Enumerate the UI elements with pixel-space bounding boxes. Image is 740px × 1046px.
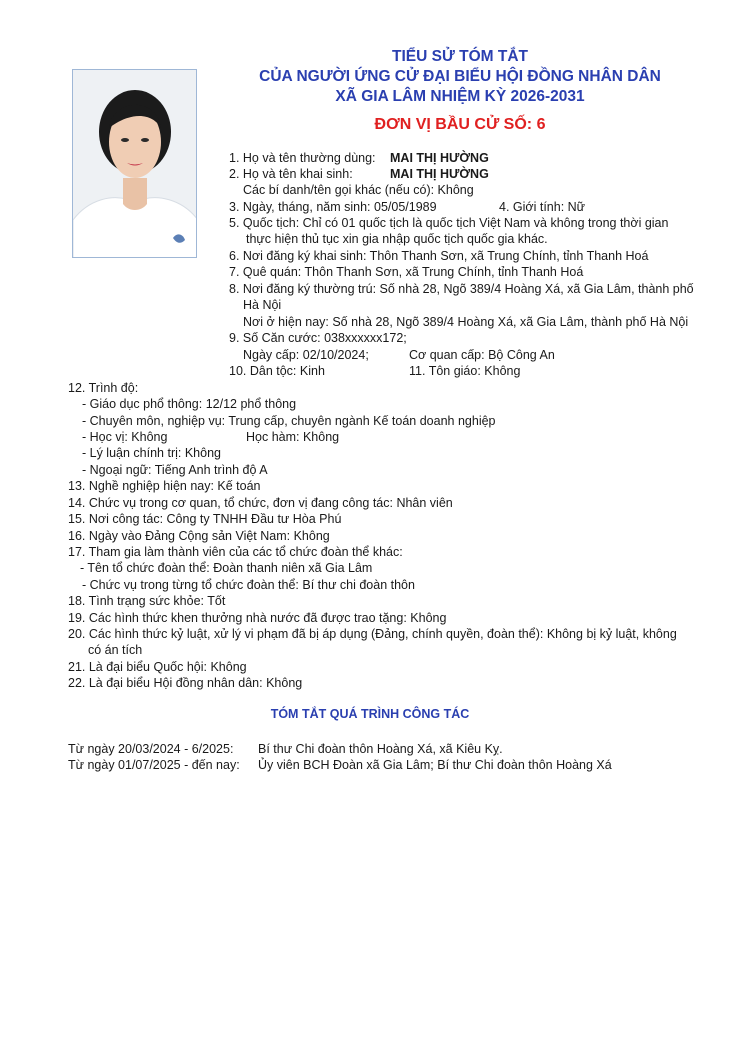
ethnicity: 10. Dân tộc: Kinh	[229, 364, 325, 378]
work-history-period: Từ ngày 20/03/2024 - 6/2025:	[68, 742, 234, 756]
national-assembly-delegate: 21. Là đại biểu Quốc hội: Không	[68, 660, 247, 674]
work-history-title: TÓM TẮT QUÁ TRÌNH CÔNG TÁC	[270, 707, 470, 721]
date-of-birth: 3. Ngày, tháng, năm sinh: 05/05/1989	[229, 200, 437, 214]
party-membership: 16. Ngày vào Đảng Cộng sản Việt Nam: Không	[68, 529, 330, 543]
academic-title: Học hàm: Không	[246, 430, 340, 444]
id-issue-date: Ngày cấp: 02/10/2024;	[243, 348, 369, 362]
organization-role: - Chức vụ trong từng tổ chức đoàn thể: Bí thư chi đoàn thôn	[82, 578, 415, 592]
specialty: - Chuyên môn, nghiệp vụ: Trung cấp, chuyên ngành Kế toán doanh nghiệp	[82, 414, 496, 428]
occupation: 13. Nghề nghiệp hiện nay: Kế toán	[68, 479, 261, 493]
organization-name: - Tên tổ chức đoàn thể: Đoàn thanh niên xã Gia Lâm	[80, 561, 373, 575]
id-issuer: Cơ quan cấp: Bộ Công An	[409, 348, 555, 362]
candidate-photo	[72, 69, 197, 258]
birth-registration: 6. Nơi đăng ký khai sinh: Thôn Thanh Sơn, xã Trung Chính, tỉnh Thanh Hoá	[229, 249, 649, 263]
nationality-cont: thực hiện thủ tục xin gia nhập quốc tịch quốc gia khác.	[246, 232, 548, 246]
work-history-role: Bí thư Chi đoàn thôn Hoàng Xá, xã Kiêu Kỵ.	[258, 742, 503, 756]
id-number: 9. Số Căn cước: 038xxxxxx172;	[229, 331, 407, 345]
birth-name: MAI THỊ HƯỜNG	[390, 167, 489, 181]
doc-title-line2: CỦA NGƯỜI ỨNG CỬ ĐẠI BIỂU HỘI ĐỒNG NHÂN DÂN	[259, 68, 661, 85]
electoral-unit: ĐƠN VỊ BẦU CỬ SỐ: 6	[374, 116, 546, 133]
religion: 11. Tôn giáo: Không	[409, 364, 521, 378]
nationality: 5. Quốc tịch: Chỉ có 01 quốc tịch là quốc tịch Việt Nam và không trong thời gian	[229, 216, 669, 230]
candidate-portrait-icon	[73, 70, 197, 258]
council-delegate: 22. Là đại biểu Hội đồng nhân dân: Không	[68, 676, 303, 690]
common-name: MAI THỊ HƯỜNG	[390, 151, 489, 165]
common-name-label: 1. Họ và tên thường dùng:	[229, 151, 376, 165]
permanent-residence-cont: Hà Nội	[243, 298, 282, 312]
health: 18. Tình trạng sức khỏe: Tốt	[68, 594, 226, 608]
aliases: Các bí danh/tên gọi khác (nếu có): Không	[243, 183, 474, 197]
degree: - Học vị: Không	[82, 430, 168, 444]
education-title: 12. Trình độ:	[68, 381, 139, 395]
discipline-cont: có án tích	[88, 643, 143, 657]
political-theory: - Lý luận chính trị: Không	[82, 446, 221, 460]
position: 14. Chức vụ trong cơ quan, tổ chức, đơn vị đang công tác: Nhân viên	[68, 496, 453, 510]
hometown: 7. Quê quán: Thôn Thanh Sơn, xã Trung Chính, tỉnh Thanh Hoá	[229, 265, 584, 279]
doc-title-line3: XÃ GIA LÂM NHIỆM KỲ 2026-2031	[335, 88, 585, 105]
doc-title: TIỂU SỬ TÓM TẮT	[392, 48, 528, 65]
workplace: 15. Nơi công tác: Công ty TNHH Đầu tư Hòa Phú	[68, 512, 342, 526]
work-history-role: Ủy viên BCH Đoàn xã Gia Lâm; Bí thư Chi đoàn thôn Hoàng Xá	[258, 758, 612, 772]
permanent-residence: 8. Nơi đăng ký thường trú: Số nhà 28, Ngõ 389/4 Hoàng Xá, xã Gia Lâm, thành phố	[229, 282, 694, 296]
foreign-language: - Ngoại ngữ: Tiếng Anh trình độ A	[82, 463, 268, 477]
gender: 4. Giới tính: Nữ	[499, 200, 586, 214]
birth-name-label: 2. Họ và tên khai sinh:	[229, 167, 353, 181]
awards: 19. Các hình thức khen thưởng nhà nước đã được trao tặng: Không	[68, 611, 447, 625]
work-history-period: Từ ngày 01/07/2025 - đến nay:	[68, 758, 240, 772]
organizations-title: 17. Tham gia làm thành viên của các tổ chức đoàn thể khác:	[68, 545, 403, 559]
current-address: Nơi ở hiện nay: Số nhà 28, Ngõ 389/4 Hoàng Xá, xã Gia Lâm, thành phố Hà Nội	[243, 315, 689, 329]
discipline: 20. Các hình thức kỷ luật, xử lý vi phạm đã bị áp dụng (Đảng, chính quyền, đoàn thể): Không bị kỷ luật, không	[68, 627, 677, 641]
general-education: - Giáo dục phổ thông: 12/12 phổ thông	[82, 397, 297, 411]
